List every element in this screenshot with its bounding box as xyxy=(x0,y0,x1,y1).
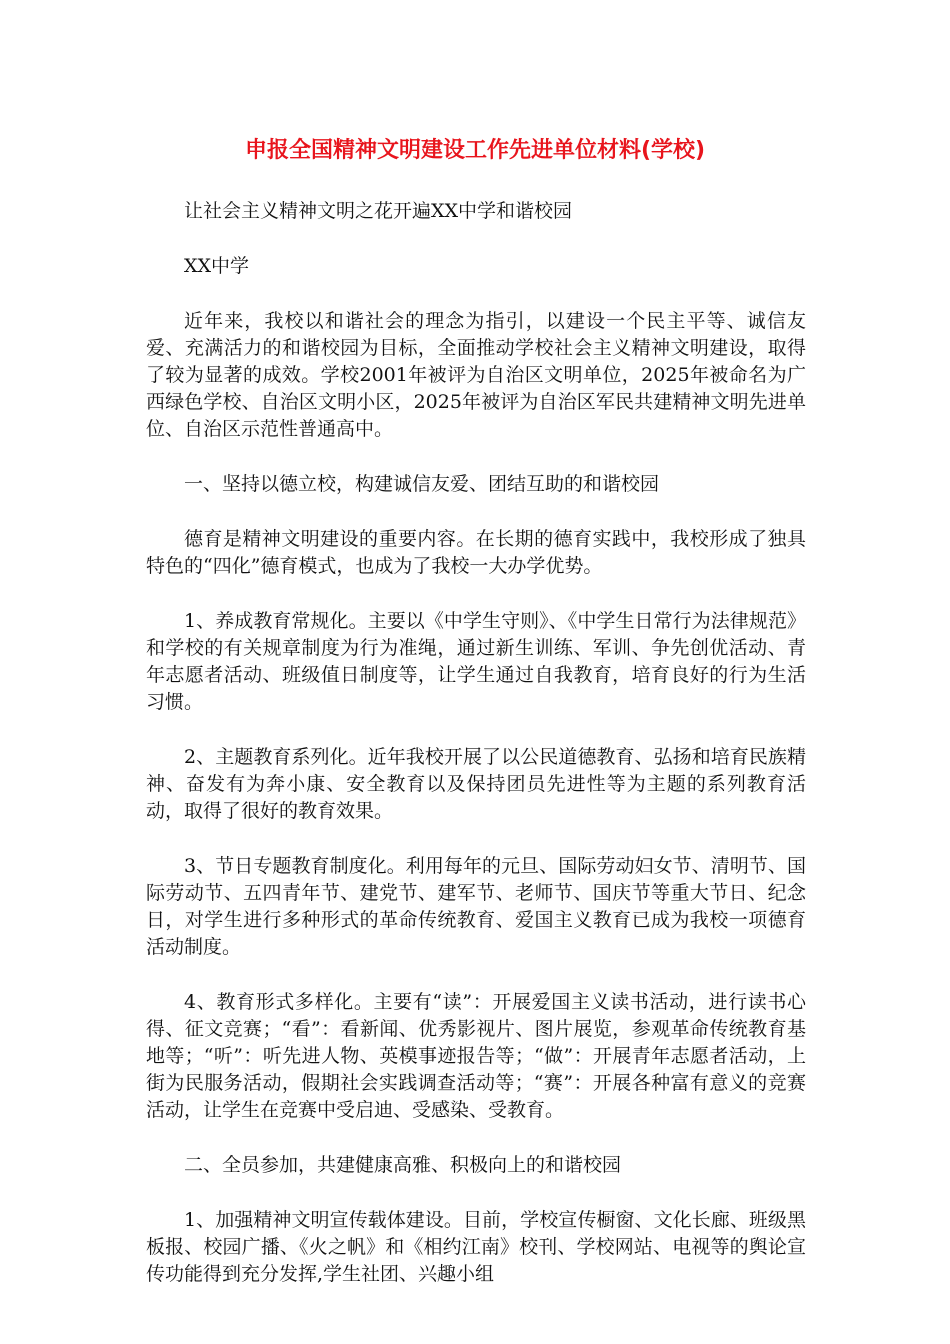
subtitle: 让社会主义精神文明之花开遍XX中学和谐校园 xyxy=(184,200,573,222)
section-heading-2: 二、全员参加，共建健康高雅、积极向上的和谐校园 xyxy=(184,1154,622,1176)
intro-paragraph: 近年来，我校以和谐社会的理念为指引，以建设一个民主平等、诚信友爱、充满活力的和谐校园为目标，全面推动学校社会主义精神文明建设，取得了较为显著的成效。学校2001年被评为自治区文明单位，2025年被命名为广西绿色学校、自治区文明小区，2025年被评为自治区军民共建精神文明先进单位、自治区示范性普通高中。 xyxy=(146,310,806,440)
paragraph: 1、加强精神文明宣传载体建设。目前，学校宣传橱窗、文化长廊、班级黑板报、校园广播、《火之帆》和《相约江南》校刊、学校网站、电视等的舆论宣传功能得到充分发挥,学生社团、兴趣小组 xyxy=(146,1209,806,1285)
document-body xyxy=(146,198,806,1316)
paragraph: 3、节日专题教育制度化。利用每年的元旦、国际劳动妇女节、清明节、国际劳动节、五四青年节、建党节、建军节、老师节、国庆节等重大节日、纪念日，对学生进行多种形式的革命传统教育、爱国主义教育已成为我校一项德育活动制度。 xyxy=(146,855,806,958)
school-name: XX中学 xyxy=(184,255,250,277)
document-title: 申报全国精神文明建设工作先进单位材料(学校) xyxy=(244,138,706,163)
paragraph: 4、教育形式多样化。主要有“读”：开展爱国主义读书活动，进行读书心得、征文竞赛；“看”：看新闻、优秀影视片、图片展览，参观革命传统教育基地等；“听”：听先进人物、英模事迹报告等；“做”：开展青年志愿者活动，上街为民服务活动，假期社会实践调查活动等；“赛”：开展各种富有意义的竞赛活动，让学生在竞赛中受启迪、受感染、受教育。 xyxy=(146,991,806,1121)
paragraph: 德育是精神文明建设的重要内容。在长期的德育实践中，我校形成了独具特色的“四化”德育模式，也成为了我校一大办学优势。 xyxy=(146,528,806,577)
paragraph: 2、主题教育系列化。近年我校开展了以公民道德教育、弘扬和培育民族精神、奋发有为奔小康、安全教育以及保持团员先进性等为主题的系列教育活动，取得了很好的教育效果。 xyxy=(146,746,806,822)
section-heading-1: 一、坚持以德立校，构建诚信友爱、团结互助的和谐校园 xyxy=(184,473,660,495)
paragraph: 1、养成教育常规化。主要以《中学生守则》、《中学生日常行为法律规范》和学校的有关规章制度为行为准绳，通过新生训练、军训、争先创优活动、青年志愿者活动、班级值日制度等，让学生通过自我教育，培育良好的行为生活习惯。 xyxy=(146,610,806,713)
